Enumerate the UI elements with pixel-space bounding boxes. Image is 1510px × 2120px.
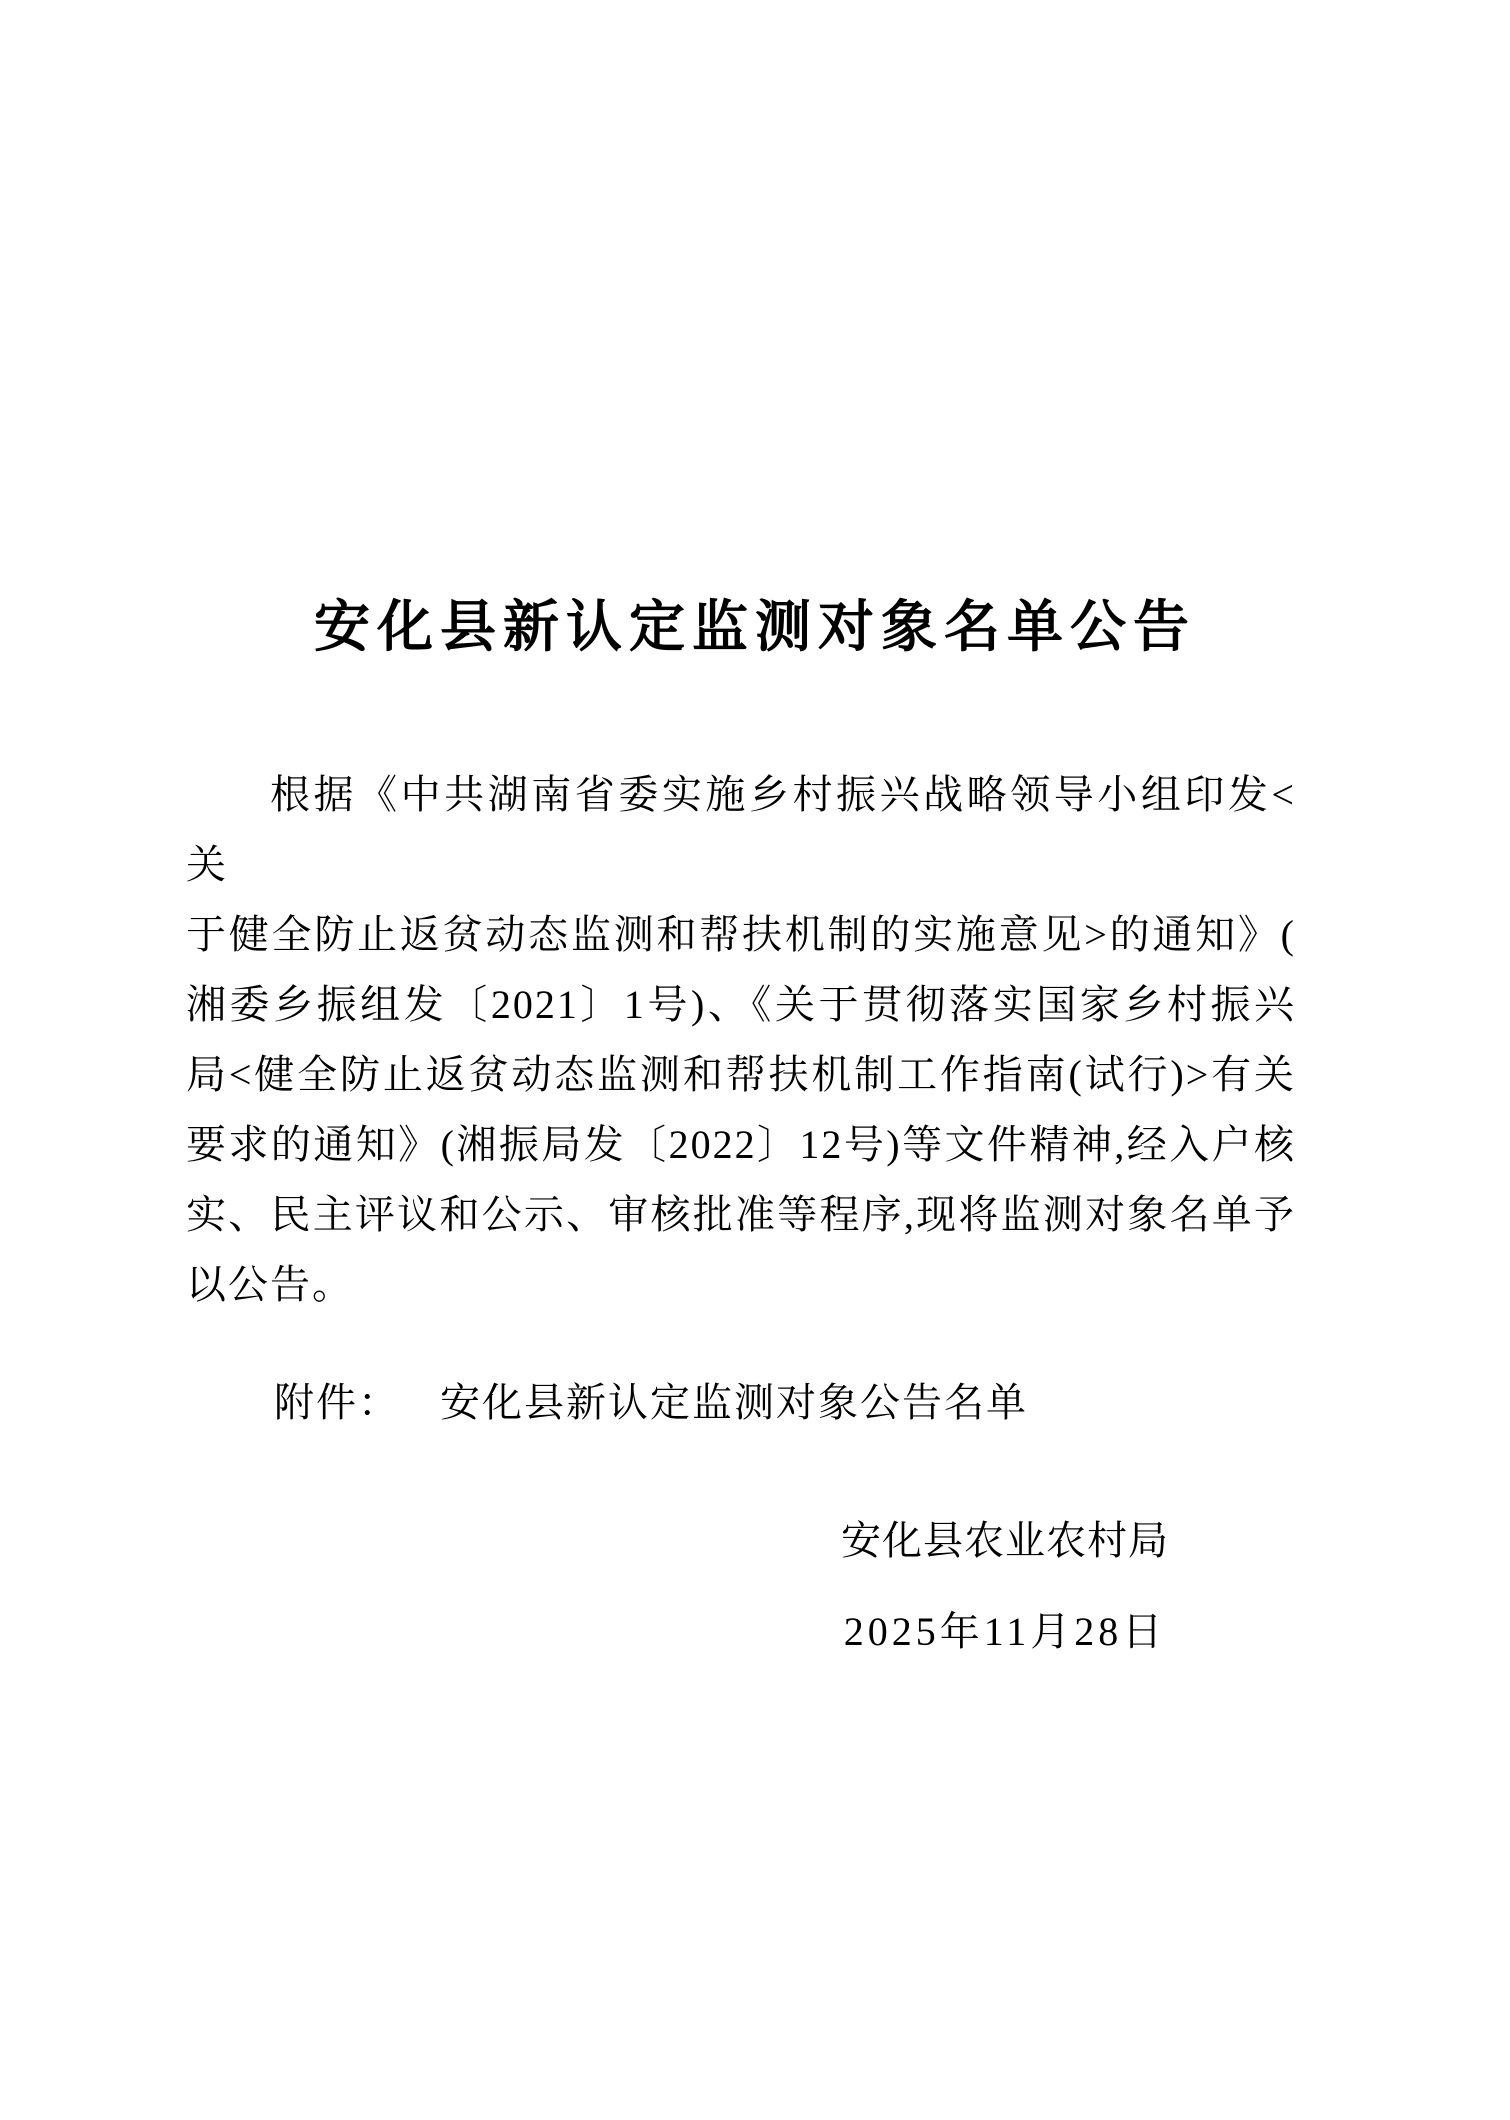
body-line: 局<健全防止返贫动态监测和帮扶机制工作指南(试行)>有关 [186,1052,1296,1097]
body-line: 于健全防止返贫动态监测和帮扶机制的实施意见>的通知》( [186,912,1296,957]
signature-block [780,1506,1230,1667]
attachment-label: 附件： [274,1380,400,1425]
attachment-name: 安化县新认定监测对象公告名单 [440,1380,1028,1425]
body-line: 以公告。 [186,1262,354,1307]
body-paragraph [186,760,1296,1320]
body-line: 湘委乡振组发〔2021〕1号)、《关于贯彻落实国家乡村振兴 [186,982,1296,1027]
issuer-signature: 安化县农业农村局 [841,1518,1169,1563]
issue-date: 2025年11月28日 [843,1609,1167,1654]
body-line: 根据《中共湖南省委实施乡村振兴战略领导小组印发<关 [186,772,1296,887]
body-line: 实、民主评议和公示、审核批准等程序,现将监测对象名单予 [186,1192,1296,1237]
body-line: 要求的通知》(湘振局发〔2022〕12号)等文件精神,经入户核 [186,1122,1296,1167]
attachment-line [186,1368,1296,1438]
document-title: 安化县新认定监测对象名单公告 [314,597,1196,659]
